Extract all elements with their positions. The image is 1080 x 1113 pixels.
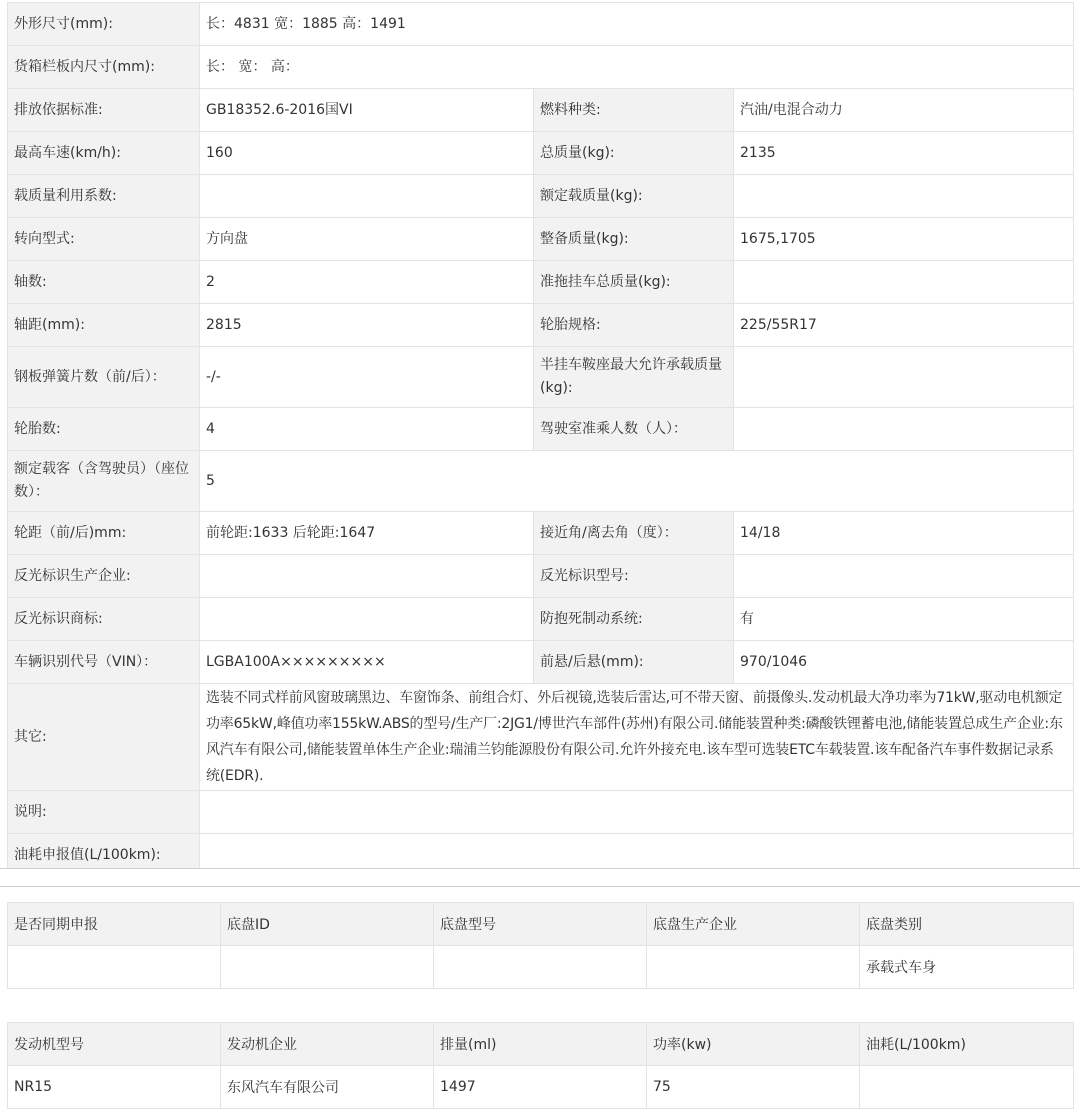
spec-row <box>8 684 1074 791</box>
engine-cell: 75 <box>647 1066 860 1109</box>
spec-row <box>8 3 1074 46</box>
chassis-row <box>8 946 1074 989</box>
spec-row <box>8 261 1074 304</box>
spec-row <box>8 218 1074 261</box>
spec-row <box>8 512 1074 555</box>
chassis-cell <box>8 946 221 989</box>
spec-value <box>200 791 1074 834</box>
spec-label: 接近角/离去角（度）： <box>534 512 734 555</box>
spec-value <box>734 555 1074 598</box>
engine-cell <box>860 1066 1074 1109</box>
spec-row <box>8 46 1074 89</box>
spec-row <box>8 347 1074 408</box>
spec-label: 其它: <box>8 684 200 791</box>
spec-value: 1675,1705 <box>734 218 1074 261</box>
engine-header-row <box>8 1023 1074 1066</box>
engine-row <box>8 1066 1074 1109</box>
engine-header-cell: 发动机型号 <box>8 1023 221 1066</box>
spec-label: 额定载质量(kg): <box>534 175 734 218</box>
spec-value: 970/1046 <box>734 641 1074 684</box>
spec-label: 最高车速(km/h): <box>8 132 200 175</box>
spec-label: 半挂车鞍座最大允许承载质量(kg): <box>534 347 734 408</box>
spec-label: 轴数: <box>8 261 200 304</box>
spec-label: 轮胎规格: <box>534 304 734 347</box>
engine-header-cell: 油耗(L/100km) <box>860 1023 1074 1066</box>
spec-value <box>200 175 534 218</box>
spec-value: 225/55R17 <box>734 304 1074 347</box>
spec-value: 2815 <box>200 304 534 347</box>
chassis-table <box>7 902 1074 989</box>
engine-header-cell: 排量(ml) <box>434 1023 647 1066</box>
chassis-header-cell: 底盘类别 <box>860 903 1074 946</box>
chassis-header-cell: 是否同期申报 <box>8 903 221 946</box>
engine-cell: NR15 <box>8 1066 221 1109</box>
spec-label: 载质量利用系数: <box>8 175 200 218</box>
spec-value <box>734 408 1074 451</box>
spec-value: 选装不同式样前风窗玻璃黑边、车窗饰条、前组合灯、外后视镜,选装后雷达,可不带天窗、前摄像头.发动机最大净功率为71kW,驱动电机额定功率65kW,峰值功率155kW.ABS的型号/生产厂:2JG1/博世汽车部件(苏州)有限公司.储能装置种类:磷酸铁锂蓄电池,储能装置总成生产企业:东风汽车有限公司,储能装置单体生产企业:瑞浦兰钧能源股份有限公司.允许外接充电.该车型可选装ETC车载装置.该车配备汽车事件数据记录系统(EDR). <box>200 684 1074 791</box>
spec-label: 前悬/后悬(mm): <box>534 641 734 684</box>
chassis-cell <box>434 946 647 989</box>
spec-label: 轮胎数: <box>8 408 200 451</box>
spec-label: 车辆识别代号（VIN）： <box>8 641 200 684</box>
spec-row <box>8 791 1074 834</box>
spec-value: 2 <box>200 261 534 304</box>
spec-row <box>8 598 1074 641</box>
chassis-header-cell: 底盘ID <box>221 903 434 946</box>
engine-header-cell: 功率(kw) <box>647 1023 860 1066</box>
spec-label: 防抱死制动系统: <box>534 598 734 641</box>
engine-cell: 东风汽车有限公司 <box>221 1066 434 1109</box>
spec-label: 燃料种类: <box>534 89 734 132</box>
spec-label: 货箱栏板内尺寸(mm): <box>8 46 200 89</box>
engine-cell: 1497 <box>434 1066 647 1109</box>
spec-label: 整备质量(kg): <box>534 218 734 261</box>
spec-value: 14/18 <box>734 512 1074 555</box>
spec-label: 总质量(kg): <box>534 132 734 175</box>
chassis-header-cell: 底盘型号 <box>434 903 647 946</box>
spec-value: 长：4831 宽：1885 高：1491 <box>200 3 1074 46</box>
section-divider <box>0 868 1080 887</box>
spec-value: 4 <box>200 408 534 451</box>
spec-label: 排放依据标准: <box>8 89 200 132</box>
spec-label: 额定载客（含驾驶员）（座位数）： <box>8 451 200 512</box>
spec-label: 说明: <box>8 791 200 834</box>
chassis-header-cell: 底盘生产企业 <box>647 903 860 946</box>
spec-label: 反光标识生产企业: <box>8 555 200 598</box>
spec-label: 油耗申报值(L/100km): <box>8 834 200 877</box>
spec-row <box>8 175 1074 218</box>
spec-label: 驾驶室准乘人数（人）： <box>534 408 734 451</box>
spec-label: 准拖挂车总质量(kg): <box>534 261 734 304</box>
spec-value: 有 <box>734 598 1074 641</box>
spec-row <box>8 89 1074 132</box>
spec-label: 轴距(mm): <box>8 304 200 347</box>
spec-label: 反光标识商标: <box>8 598 200 641</box>
spec-value: 5 <box>200 451 1074 512</box>
chassis-cell <box>647 946 860 989</box>
spec-row <box>8 451 1074 512</box>
spec-label: 轮距（前/后)mm: <box>8 512 200 555</box>
spec-value: 汽油/电混合动力 <box>734 89 1074 132</box>
spec-value <box>734 261 1074 304</box>
spec-value: LGBA100A××××××××× <box>200 641 534 684</box>
spec-value: 方向盘 <box>200 218 534 261</box>
spec-row <box>8 408 1074 451</box>
spec-label: 钢板弹簧片数（前/后）： <box>8 347 200 408</box>
vehicle-spec-table <box>7 2 1074 877</box>
spec-label: 转向型式: <box>8 218 200 261</box>
spec-label: 外形尺寸(mm): <box>8 3 200 46</box>
engine-header-cell: 发动机企业 <box>221 1023 434 1066</box>
spec-value <box>200 555 534 598</box>
spec-value <box>734 175 1074 218</box>
spec-value: 长： 宽： 高： <box>200 46 1074 89</box>
spec-row <box>8 555 1074 598</box>
engine-table <box>7 1022 1074 1109</box>
chassis-cell: 承载式车身 <box>860 946 1074 989</box>
spec-row <box>8 641 1074 684</box>
chassis-cell <box>221 946 434 989</box>
spec-row <box>8 132 1074 175</box>
spec-label: 反光标识型号: <box>534 555 734 598</box>
spec-value: 2135 <box>734 132 1074 175</box>
chassis-header-row <box>8 903 1074 946</box>
spec-value: 前轮距:1633 后轮距:1647 <box>200 512 534 555</box>
spec-value: GB18352.6-2016国VI <box>200 89 534 132</box>
spec-value: 160 <box>200 132 534 175</box>
spec-row <box>8 304 1074 347</box>
spec-value: -/- <box>200 347 534 408</box>
spec-value <box>200 598 534 641</box>
spec-value <box>734 347 1074 408</box>
